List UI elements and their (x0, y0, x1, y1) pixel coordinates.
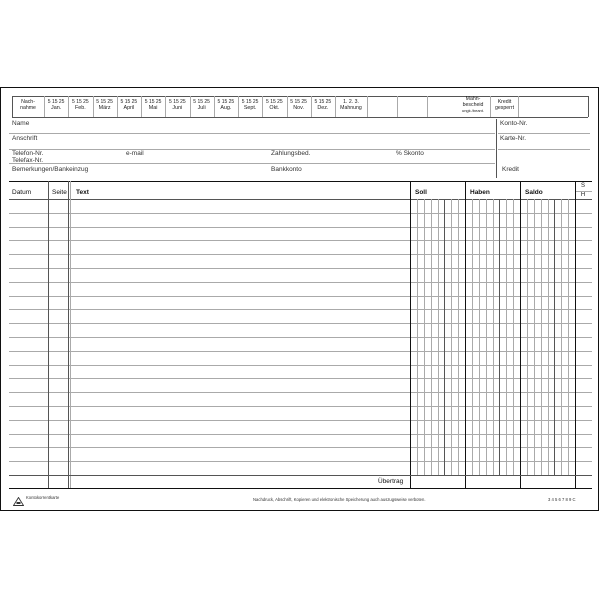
month-label: Sept. (243, 105, 257, 111)
publisher-logo-icon (13, 493, 24, 502)
ledger-column-line (486, 199, 487, 475)
ledger-column-line (575, 181, 576, 488)
month-label: Juni (172, 105, 183, 111)
ledger-column-line (554, 199, 555, 475)
month-reminder-days: 5 15 25 (120, 99, 138, 105)
month-reminder-days: 5 15 25 (241, 99, 259, 105)
haben-header: Haben (470, 189, 490, 196)
ledger-row-line (9, 351, 592, 352)
ledger-row-line (9, 309, 592, 310)
ledger-row-line (9, 461, 592, 462)
mahnbescheid-label: Mahn- bescheid ungk./beant. (461, 96, 485, 113)
ledger-row-line (9, 378, 592, 379)
uebertrag-label: Übertrag (378, 478, 404, 485)
ledger-row-line (9, 420, 592, 421)
ledger-column-line (520, 181, 521, 488)
ledger-bottom-border (9, 488, 592, 489)
ledger-row-line (9, 268, 592, 269)
h-header: H (580, 192, 586, 198)
ledger-row-line (9, 213, 592, 214)
email-label: e-mail (126, 150, 144, 157)
ledger-row-line (9, 227, 592, 228)
month-cell (214, 99, 238, 111)
month-cell (165, 99, 189, 111)
month-cell (141, 99, 165, 111)
month-label: Aug. (220, 105, 232, 111)
month-label: März (98, 105, 111, 111)
brand-text: Kontokorrentkarte (26, 495, 60, 500)
ledger-column-line (70, 181, 71, 488)
month-label: Nov. (293, 105, 304, 111)
ledger-column-line (465, 181, 466, 488)
bemerkungen-label: Bemerkungen/Bankeinzug (12, 166, 89, 173)
ledger-column-line (451, 199, 452, 475)
ledger-column-line (548, 199, 549, 475)
ledger-column-line (493, 199, 494, 475)
ledger-row-line (9, 323, 592, 324)
ledger-row-line (9, 434, 592, 435)
month-label: Mai (148, 105, 158, 111)
nachnahme-label: Nach- nahme (20, 99, 36, 111)
month-reminder-days: 5 15 25 (144, 99, 162, 105)
ledger-column-line (561, 199, 562, 475)
month-cell (93, 99, 117, 111)
ledger-row-line (9, 296, 592, 297)
karte-nr-label: Karte-Nr. (500, 135, 527, 142)
month-reminder-days: 5 15 25 (47, 99, 65, 105)
zahlungsbed-label: Zahlungsbed. (271, 150, 311, 157)
kredit-label: Kredit (502, 166, 519, 173)
ledger-column-line (431, 199, 432, 475)
ledger-row-line (9, 365, 592, 366)
month-reminder-days: 5 15 25 (290, 99, 307, 105)
telefax-label: Telefax-Nr. (12, 157, 44, 164)
s-header: S (580, 183, 585, 189)
name-label: Name (12, 120, 30, 127)
ledger-column-line (541, 199, 542, 475)
month-label: Juli (197, 105, 206, 111)
month-label: Jan. (51, 105, 62, 111)
top-row-bottom-border (12, 117, 588, 118)
ledger-column-line (534, 199, 535, 475)
ledger-row-line (9, 447, 592, 448)
ledger-column-line (48, 181, 49, 488)
month-label: Dez. (317, 105, 329, 111)
mahnung-label: 1. 2. 3. Mahnung (340, 99, 362, 111)
seite-header: Seite (52, 189, 67, 196)
ledger-column-line (499, 199, 500, 475)
month-reminder-days: 5 15 25 (314, 99, 332, 105)
month-cell (238, 99, 262, 111)
ledger-row-line (9, 282, 592, 283)
month-cell (262, 99, 286, 111)
saldo-header: Saldo (525, 189, 543, 196)
bankkonto-label: Bankkonto (271, 166, 302, 173)
text-header: Text (76, 189, 89, 196)
kredit-gesperrt-label: Kredit gesperrt (494, 99, 515, 111)
konto-nr-label: Konto-Nr. (500, 120, 528, 127)
ledger-row-line (9, 406, 592, 407)
month-label: Okt. (269, 105, 280, 111)
ledger-column-line (527, 199, 528, 475)
ledger-row-line (9, 392, 592, 393)
ledger-column-line (410, 181, 411, 488)
month-reminder-days: 5 15 25 (169, 99, 186, 105)
anschrift-label: Anschrift (12, 135, 38, 142)
skonto-label: % Skonto (396, 150, 424, 157)
telefon-label: Telefon-Nr. (12, 150, 44, 157)
month-reminder-days: 5 15 25 (193, 99, 210, 105)
ledger-top-border (9, 181, 592, 182)
ledger-column-line (472, 199, 473, 475)
ledger-column-line (417, 199, 418, 475)
month-cell (287, 99, 311, 111)
month-cell (190, 99, 214, 111)
month-cell (117, 99, 141, 111)
account-card (0, 87, 599, 511)
ledger-column-line (513, 199, 514, 475)
ledger-column-line (438, 199, 439, 475)
month-cell (44, 99, 68, 111)
month-label: April (123, 105, 135, 111)
ledger-column-line (444, 199, 445, 475)
ledger-column-line (568, 199, 569, 475)
ledger-column-line (479, 199, 480, 475)
month-cell (311, 99, 335, 111)
month-reminder-days: 5 15 25 (217, 99, 235, 105)
ledger-row-line (9, 254, 592, 255)
ledger-row-line (9, 337, 592, 338)
ledger-column-line (506, 199, 507, 475)
copyright-notice: Nachdruck, Abschrift, Kopieren und elektronische Speicherung auch auszugsweise verboten. (253, 497, 426, 502)
ledger-row-line (9, 240, 592, 241)
month-reminder-days: 5 15 25 (266, 99, 283, 105)
datum-header: Datum (12, 189, 32, 196)
month-reminder-days: 5 15 25 (72, 99, 89, 105)
form-code: 3 4 5 6 7 8 9 C (548, 497, 576, 502)
ledger-column-line (458, 199, 459, 475)
month-label: Feb. (74, 105, 86, 111)
soll-header: Soll (415, 189, 427, 196)
month-cell (68, 99, 92, 111)
top-row-top-border (12, 96, 588, 97)
ledger-column-line (424, 199, 425, 475)
ledger-column-line (68, 181, 69, 488)
month-reminder-days: 5 15 25 (96, 99, 113, 105)
